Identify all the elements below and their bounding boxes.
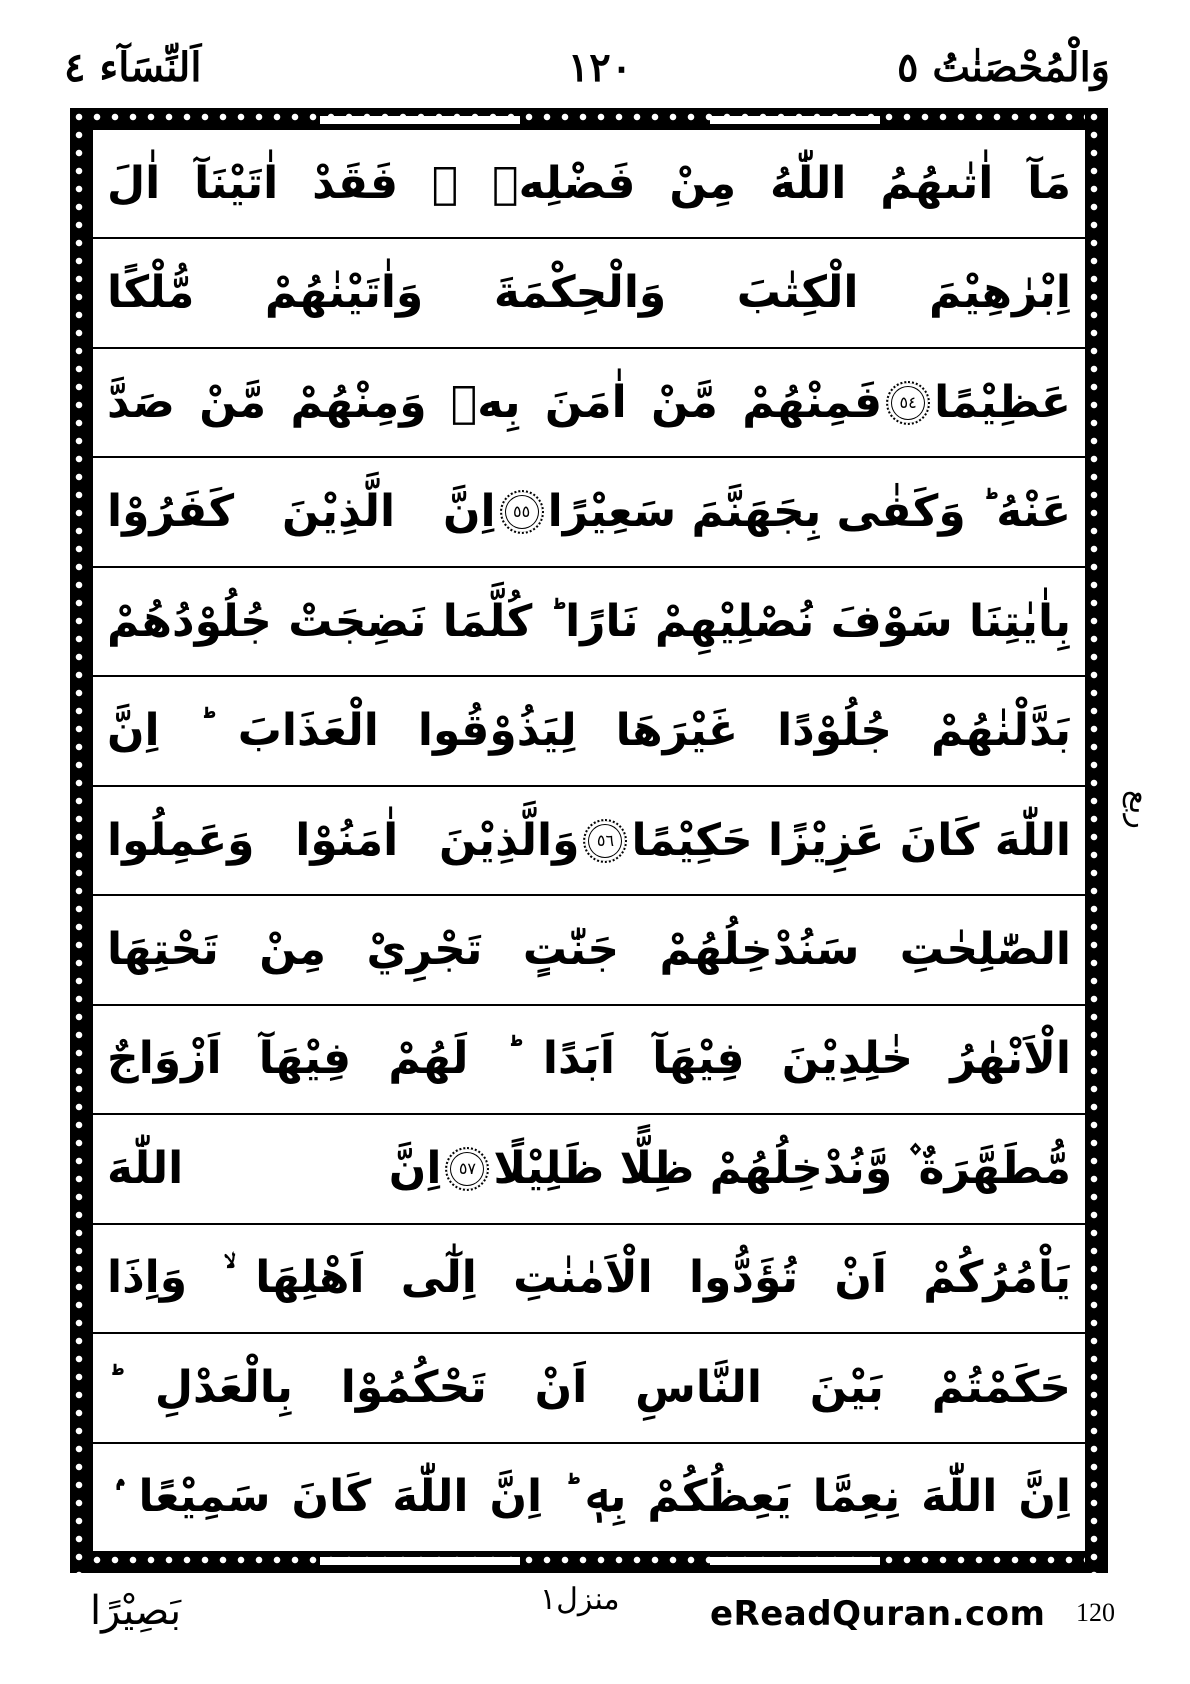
line-text: اللّٰهَ كَانَ عَزِيْزًا حَكِيْمًا	[631, 814, 1071, 866]
frame-ornament-bottom	[70, 1551, 1108, 1573]
text-line	[93, 568, 1085, 677]
line-text: الْاَنْهٰرُ خٰلِدِيْنَ فِيْهَآ اَبَدًا ؕ لَهُمْ فِيْهَآ اَزْوَاجٌ	[107, 1033, 1071, 1085]
catchword: بَصِيْرًا	[90, 1588, 182, 1634]
frame-bar	[320, 116, 520, 124]
frame-bar	[710, 1557, 880, 1565]
text-line	[93, 1115, 1085, 1224]
ayah-number-marker: ٥٥	[500, 490, 544, 534]
frame-bar	[320, 1557, 520, 1565]
line-text: اِنَّ اللّٰهَ نِعِمَّا يَعِظُكُمْ بِهٖ ؕ اِنَّ اللّٰهَ كَانَ سَمِيْعًا ۢ	[107, 1471, 1071, 1523]
text-line	[93, 787, 1085, 896]
text-area	[93, 130, 1085, 1551]
text-line	[93, 1444, 1085, 1551]
website-watermark: eReadQuran.com	[710, 1594, 1046, 1634]
line-text: فَمِنْهُمْ مَّنْ اٰمَنَ بِهٖ وَمِنْهُمْ مَّنْ صَدَّ	[107, 376, 883, 428]
line-text: اِنَّ اللّٰهَ	[107, 1142, 442, 1194]
text-line	[93, 239, 1085, 348]
ayah-number-marker: ٥٤	[886, 381, 930, 425]
ornamental-frame	[70, 108, 1108, 1573]
text-line	[93, 896, 1085, 1005]
text-line	[93, 677, 1085, 786]
frame-ornament-left	[70, 108, 93, 1573]
frame-ornament-top	[70, 108, 1108, 130]
manzil-label: منزل١	[540, 1582, 620, 1617]
page-number: 120	[1076, 1598, 1115, 1627]
line-text: عَنْهُ ؕ وَكَفٰى بِجَهَنَّمَ سَعِيْرًا	[547, 486, 1071, 538]
juz-name: وَالْمُحْصَنٰتُ ٥	[896, 44, 1110, 91]
line-text: بِاٰيٰتِنَا سَوْفَ نُصْلِيْهِمْ نَارًا ؕ كُلَّمَا نَضِجَتْ جُلُوْدُهُمْ	[107, 595, 1071, 647]
line-text: عَظِيْمًا	[934, 376, 1071, 428]
text-line	[93, 130, 1085, 239]
frame-ornament-right	[1085, 108, 1108, 1573]
text-line	[93, 458, 1085, 567]
ayah-number-marker: ٥٧	[445, 1147, 489, 1191]
surah-name: اَلنِّسَآء ٤	[64, 44, 202, 91]
line-text: وَالَّذِيْنَ اٰمَنُوْا وَعَمِلُوا	[107, 814, 580, 866]
frame-bar	[710, 116, 880, 124]
text-line	[93, 1334, 1085, 1443]
text-line	[93, 1006, 1085, 1115]
line-text: مُّطَهَّرَةٌ ۫ وَّنُدْخِلُهُمْ ظِلًّا ظَلِيْلًا	[493, 1142, 1071, 1194]
rub-quarter-marker: ربع	[1122, 790, 1157, 829]
line-text: يَاْمُرُكُمْ اَنْ تُؤَدُّوا الْاَمٰنٰتِ اِلٰٓى اَهْلِهَا ۙ وَاِذَا	[107, 1252, 1071, 1304]
line-text: حَكَمْتُمْ بَيْنَ النَّاسِ اَنْ تَحْكُمُوْا بِالْعَدْلِ ؕ	[107, 1361, 1071, 1413]
text-line	[93, 349, 1085, 458]
line-text: بَدَّلْنٰهُمْ جُلُوْدًا غَيْرَهَا لِيَذُوْقُوا الْعَذَابَ ؕ اِنَّ	[107, 705, 1071, 757]
line-text: اِبْرٰهِيْمَ الْكِتٰبَ وَالْحِكْمَةَ وَاٰتَيْنٰهُمْ مُّلْكًا	[107, 267, 1071, 319]
ayah-number-marker: ٥٦	[583, 819, 627, 863]
page-number-arabic: ١٢٠	[567, 44, 633, 91]
text-line	[93, 1225, 1085, 1334]
line-text: الصّٰلِحٰتِ سَنُدْخِلُهُمْ جَنّٰتٍ تَجْرِيْ مِنْ تَحْتِهَا	[107, 924, 1071, 976]
line-text: اِنَّ الَّذِيْنَ كَفَرُوْا	[107, 486, 496, 538]
line-text: مَآ اٰتٰىهُمُ اللّٰهُ مِنْ فَضْلِهٖ ۚ فَقَدْ اٰتَيْنَآ اٰلَ	[107, 157, 1071, 209]
